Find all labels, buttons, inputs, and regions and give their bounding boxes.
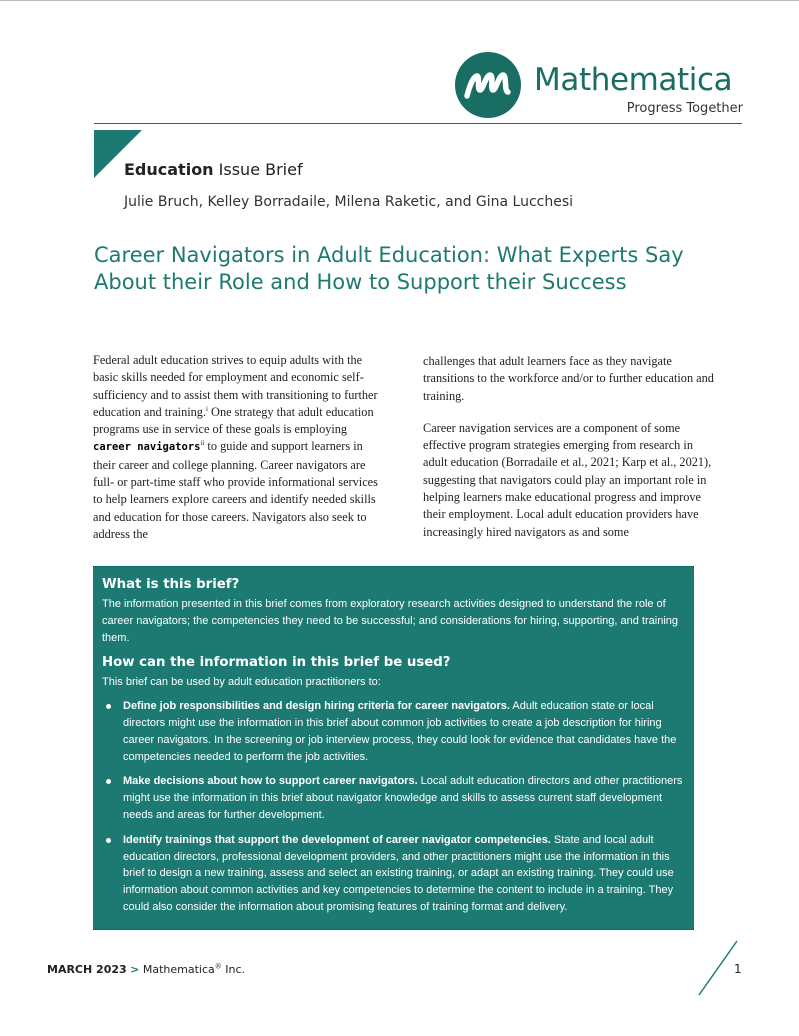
term-career-navigators[interactable]: career navigators: [93, 441, 201, 454]
logo-wordmark: Mathematica: [534, 62, 733, 98]
top-rule: [0, 0, 799, 1]
body-column-right: [423, 353, 715, 541]
list-item: [102, 698, 688, 765]
footer-arrow: >: [130, 963, 140, 976]
footer-slash-icon: [697, 939, 739, 997]
what-is-this-brief-box: [93, 566, 694, 930]
brief-title: Career Navigators in Adult Education: What Experts Say About their Role and How to Support their Success: [94, 243, 684, 294]
list-item-lead: Identify trainings that support the development of career navigator competencies.: [123, 833, 551, 846]
list-item-text: Adult education state or local directors might use the information in this brief about common job activities to create a job description for hiring career navigators. In the screening or job interview process, they could look for evidence that candidates have the competencies needed to perform the job activities.: [123, 700, 677, 763]
bullet-icon: [106, 779, 111, 784]
brief-category: [124, 160, 303, 179]
endnote-i[interactable]: i: [206, 404, 208, 413]
intro-text-2: One strategy that adult education programs use in service of these goals is employing: [93, 404, 374, 437]
header-divider: [94, 123, 742, 124]
list-item-text: Local adult education directors and other practitioners might use the information in this brief about navigator knowledge and skills to assess current staff development needs and areas for further development.: [123, 775, 683, 821]
bullet-icon: [106, 704, 111, 709]
box-text-how: This brief can be used by adult education practitioners to:: [102, 676, 381, 689]
list-item-lead: Define job responsibilities and design hiring criteria for career navigators.: [123, 700, 510, 713]
mathematica-logo-icon: [455, 52, 521, 118]
footer-publisher: Mathematica: [139, 963, 215, 976]
page-number: 1: [734, 962, 742, 976]
box-heading-what: What is this brief?: [102, 577, 240, 592]
right-paragraph-2: Career navigation services are a component of some effective program strategies emerging from research in adult education (Borradaile et al., 2021; Karp et al., 2021), suggesting that navigators could play an important role in helping learners make educational progress and improve their employment. Local adult education providers have increasingly hired navigators as and some: [423, 420, 712, 539]
authors: Julie Bruch, Kelley Borradaile, Milena Raketic, and Gina Lucchesi: [124, 194, 574, 210]
endnote-ii[interactable]: ii: [200, 439, 205, 448]
box-heading-how: How can the information in this brief be used?: [102, 655, 451, 671]
brief-category-bold: Education: [124, 160, 214, 179]
box-text-what: The information presented in this brief comes from exploratory research activities designed to understand the role of career navigators; the competencies they need to be successful; and considerations for hiring, supporting, and training them.: [102, 598, 679, 644]
footer-credit: [47, 963, 245, 976]
footer-reg-mark: ®: [214, 962, 222, 971]
intro-text-3: to guide and support learners in their career and college planning. Career navigators are full- or part-time staff who provide informational services to help learners explore careers and identify needed skills and education for those careers. Navigators also seek to address the: [93, 439, 378, 541]
footer-date: MARCH 2023: [47, 963, 127, 976]
body-column-left: [93, 352, 383, 543]
right-paragraph-1: challenges that adult learners face as they navigate transitions to the workforce and/or to further education and training.: [423, 354, 714, 403]
list-item-lead: Make decisions about how to support career navigators.: [123, 775, 418, 788]
mathematica-logo: [455, 52, 755, 122]
footer-publisher-suffix: Inc.: [221, 963, 246, 976]
logo-tagline: Progress Together: [626, 101, 743, 116]
bullet-icon: [106, 838, 111, 843]
brief-category-rest: Issue Brief: [213, 160, 303, 179]
list-item: [102, 832, 688, 916]
intro-paragraph: [93, 352, 383, 543]
list-item: [102, 773, 688, 823]
intro-text-1: Federal adult education strives to equip adults with the basic skills needed for employment and economic self-sufficiency and to assist them with transitioning to further education and training.: [93, 353, 378, 419]
list-item-text: State and local adult education directors, professional development providers, and other practitioners might use the information in this brief to design a new training, assess and select an existing training, or adapt an existing training. They could use information about common activities and key competencies to determine the content to include in a training. They could also consider the information about promising features of training format and delivery.: [123, 833, 674, 913]
box-bullet-list: [102, 698, 688, 916]
